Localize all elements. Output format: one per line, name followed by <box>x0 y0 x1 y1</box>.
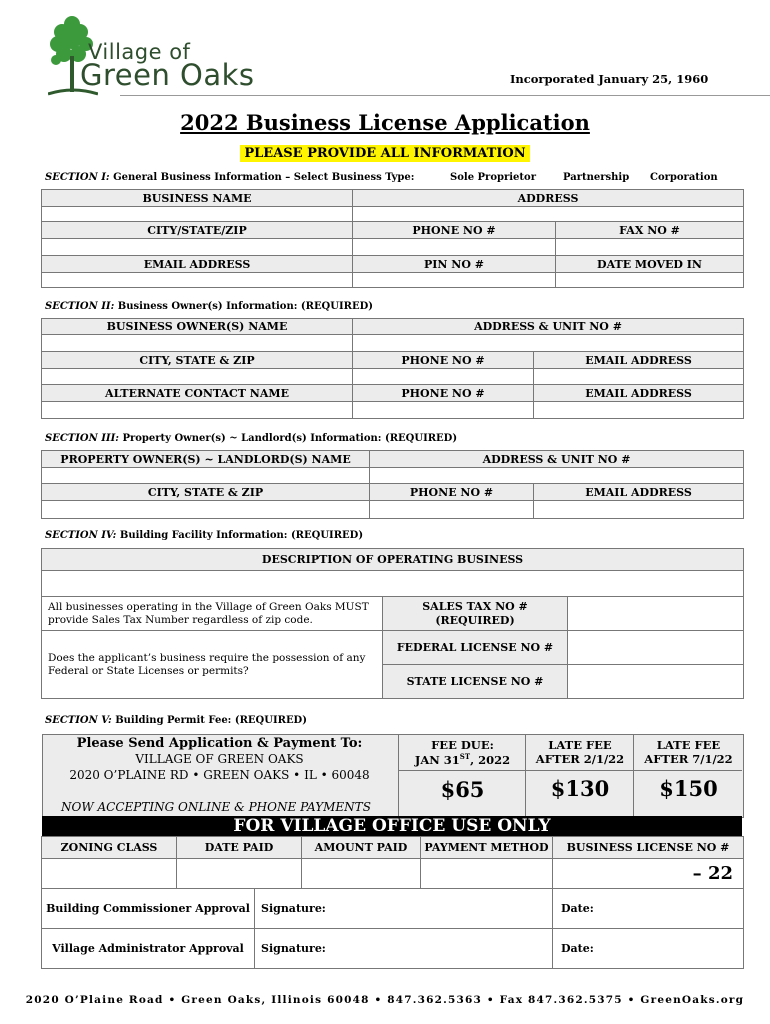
alt-contact-field[interactable] <box>42 402 353 419</box>
office-use-bar: FOR VILLAGE OFFICE USE ONLY <box>42 816 742 836</box>
section1-table <box>41 189 744 288</box>
property-owner-field[interactable] <box>42 468 370 484</box>
va-signature-field[interactable]: Signature: <box>255 929 553 969</box>
property-city-label: CITY, STATE & ZIP <box>42 484 370 501</box>
address-label: ADDRESS <box>353 190 744 207</box>
fee-due-cell: FEE DUE: JAN 31ST, 2022 $65 <box>398 734 526 816</box>
license-no-field[interactable]: – 22 <box>553 859 744 889</box>
va-approval-label: Village Administrator Approval <box>42 929 255 969</box>
zoning-label: ZONING CLASS <box>42 837 177 859</box>
alt-phone-label: PHONE NO # <box>353 385 534 402</box>
description-label: DESCRIPTION OF OPERATING BUSINESS <box>42 549 744 571</box>
owner-phone-field[interactable] <box>353 369 534 385</box>
property-address-label: ADDRESS & UNIT NO # <box>370 451 744 468</box>
section5-heading: SECTION V: Building Permit Fee: (REQUIRED) <box>45 715 307 726</box>
bc-date-field[interactable]: Date: <box>553 889 744 929</box>
page-subtitle: PLEASE PROVIDE ALL INFORMATION <box>240 145 529 162</box>
business-name-field[interactable] <box>42 207 353 222</box>
send-to-heading: Please Send Application & Payment To: <box>76 736 363 751</box>
state-license-label: STATE LICENSE NO # <box>383 665 568 699</box>
property-phone-label: PHONE NO # <box>370 484 534 501</box>
sales-tax-note: All businesses operating in the Village of Green Oaks MUST provide Sales Tax Number regardless of zip code. <box>42 597 383 631</box>
incorporated-date: Incorporated January 25, 1960 <box>510 72 709 86</box>
fee-amount-2: $130 <box>550 776 610 801</box>
owner-phone-label: PHONE NO # <box>353 352 534 369</box>
fee-amount-1: $65 <box>440 776 485 802</box>
state-license-field[interactable] <box>568 665 744 699</box>
date-paid-field[interactable] <box>177 859 302 889</box>
property-phone-field[interactable] <box>370 501 534 519</box>
section1-heading: SECTION I: General Business Information – Select Business Type: Sole Proprietor Partnership Corporation <box>45 172 718 183</box>
property-address-field[interactable] <box>370 468 744 484</box>
phone-label: PHONE NO # <box>353 222 556 239</box>
type-corporation[interactable]: Corporation <box>650 172 718 183</box>
payment-method-field[interactable] <box>421 859 553 889</box>
owner-address-field[interactable] <box>353 335 744 352</box>
date-moved-field[interactable] <box>556 273 744 288</box>
license-no-label: BUSINESS LICENSE NO # <box>553 837 744 859</box>
office-table <box>41 836 744 969</box>
federal-license-label: FEDERAL LICENSE NO # <box>383 631 568 665</box>
pin-label: PIN NO # <box>353 256 556 273</box>
city-label: CITY/STATE/ZIP <box>42 222 353 239</box>
fee-table <box>398 734 742 816</box>
license-question: Does the applicant’s business require the possession of any Federal or State Licenses or permits? <box>42 631 383 699</box>
online-payments-note: NOW ACCEPTING ONLINE & PHONE PAYMENTS <box>61 800 371 814</box>
phone-field[interactable] <box>353 239 556 256</box>
late-fee-1-cell: LATE FEE AFTER 2/1/22 $130 <box>525 734 634 816</box>
sales-tax-field[interactable] <box>568 597 744 631</box>
owner-city-field[interactable] <box>42 369 353 385</box>
section3-heading: SECTION III: Property Owner(s) ~ Landlord(s) Information: (REQUIRED) <box>45 433 458 444</box>
alt-email-field[interactable] <box>534 402 744 419</box>
section2-heading: SECTION II: Business Owner(s) Information: (REQUIRED) <box>45 301 374 312</box>
owner-name-field[interactable] <box>42 335 353 352</box>
date-paid-label: DATE PAID <box>177 837 302 859</box>
owner-name-label: BUSINESS OWNER(S) NAME <box>42 319 353 335</box>
bc-signature-field[interactable]: Signature: <box>255 889 553 929</box>
owner-city-label: CITY, STATE & ZIP <box>42 352 353 369</box>
zoning-field[interactable] <box>42 859 177 889</box>
email-label: EMAIL ADDRESS <box>42 256 353 273</box>
type-sole-proprietor[interactable]: Sole Proprietor <box>450 172 536 183</box>
section4-table <box>41 548 744 699</box>
owner-email-field[interactable] <box>534 369 744 385</box>
logo-village-text: Village of <box>88 40 191 64</box>
city-field[interactable] <box>42 239 353 256</box>
alt-contact-label: ALTERNATE CONTACT NAME <box>42 385 353 402</box>
sales-tax-label: SALES TAX NO # (REQUIRED) <box>383 597 568 631</box>
amount-paid-label: AMOUNT PAID <box>302 837 421 859</box>
property-email-field[interactable] <box>534 501 744 519</box>
description-field[interactable] <box>42 571 744 597</box>
owner-address-label: ADDRESS & UNIT NO # <box>353 319 744 335</box>
date-moved-label: DATE MOVED IN <box>556 256 744 273</box>
fax-field[interactable] <box>556 239 744 256</box>
pin-field[interactable] <box>353 273 556 288</box>
payment-method-label: PAYMENT METHOD <box>421 837 553 859</box>
federal-license-field[interactable] <box>568 631 744 665</box>
type-partnership[interactable]: Partnership <box>563 172 630 183</box>
alt-phone-field[interactable] <box>353 402 534 419</box>
property-city-field[interactable] <box>42 501 370 519</box>
amount-paid-field[interactable] <box>302 859 421 889</box>
village-name: VILLAGE OF GREEN OAKS <box>135 752 304 766</box>
email-field[interactable] <box>42 273 353 288</box>
alt-email-label: EMAIL ADDRESS <box>534 385 744 402</box>
page-title: 2022 Business License Application <box>180 110 590 135</box>
business-name-label: BUSINESS NAME <box>42 190 353 207</box>
section4-heading: SECTION IV: Building Facility Information: (REQUIRED) <box>45 530 364 541</box>
section3-table <box>41 450 744 519</box>
section2-table <box>41 318 744 419</box>
property-email-label: EMAIL ADDRESS <box>534 484 744 501</box>
owner-email-label: EMAIL ADDRESS <box>534 352 744 369</box>
late-fee-2-cell: LATE FEE AFTER 7/1/22 $150 <box>633 734 743 816</box>
header-divider <box>120 95 770 96</box>
village-street: 2020 O’PLAINE RD • GREEN OAKS • IL • 60048 <box>69 768 370 782</box>
va-date-field[interactable]: Date: <box>553 929 744 969</box>
bc-approval-label: Building Commissioner Approval <box>42 889 255 929</box>
fee-amount-3: $150 <box>659 776 718 801</box>
fax-label: FAX NO # <box>556 222 744 239</box>
address-field[interactable] <box>353 207 744 222</box>
logo-green-oaks-text: Green Oaks <box>80 58 255 92</box>
property-owner-label: PROPERTY OWNER(S) ~ LANDLORD(S) NAME <box>42 451 370 468</box>
footer-contact: 2020 O’Plaine Road • Green Oaks, Illinois 60048 • 847.362.5363 • Fax 847.362.5375 • GreenOaks.org <box>25 994 745 1006</box>
